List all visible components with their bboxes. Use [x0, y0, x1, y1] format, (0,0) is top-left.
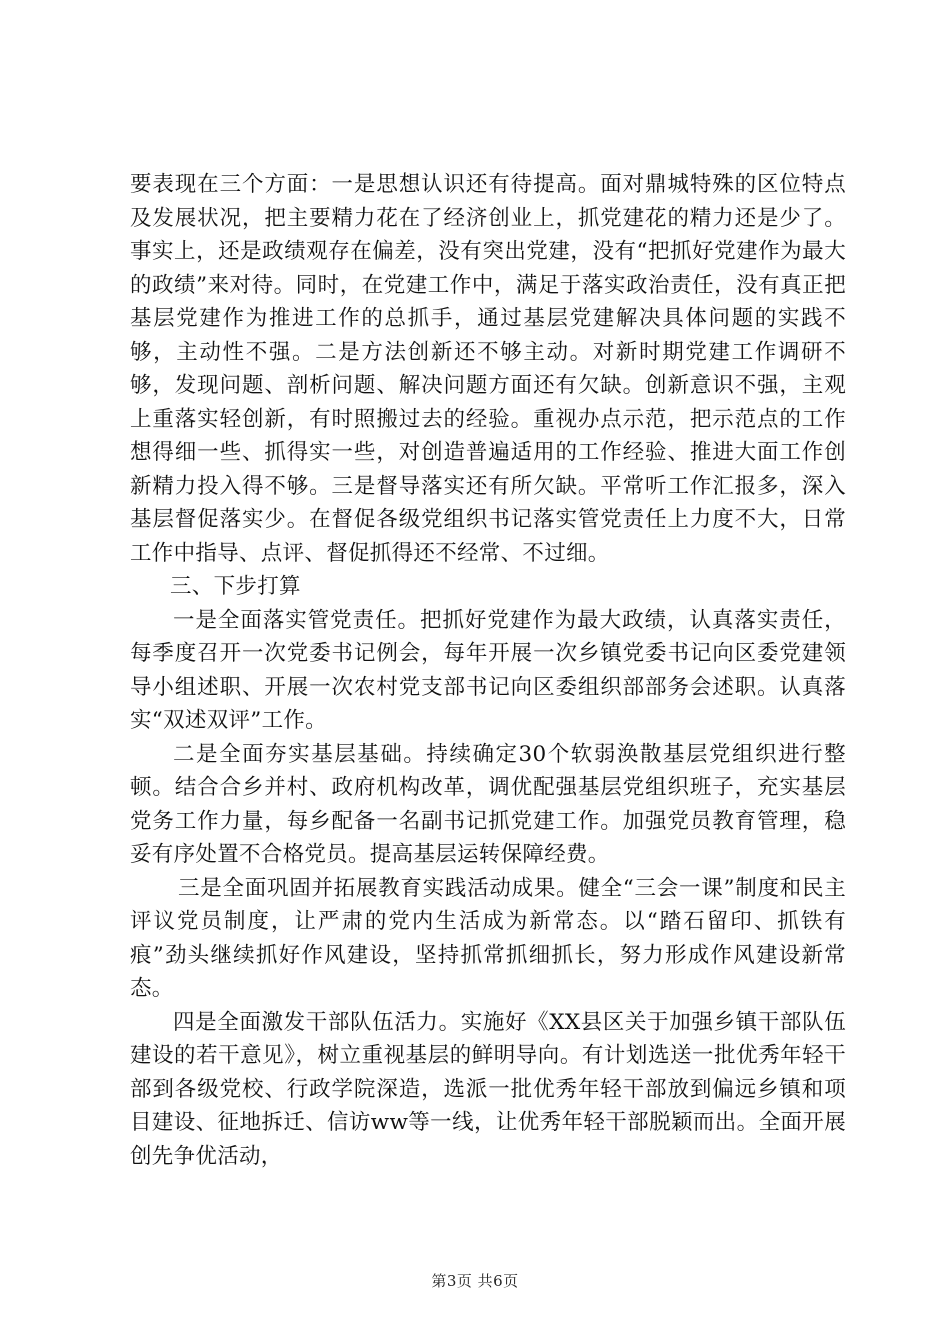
paragraph-plan-2: 二是全面夯实基层基础。持续确定30个软弱涣散基层党组织进行整顿。结合合乡并村、政府机构改革，调优配强基层党组织班子，充实基层党务工作力量，每乡配备一名副书记抓党建工作。加强党员教育管理，稳妥有序处置不合格党员。提高基层运转保障经费。	[130, 741, 846, 867]
page-number-footer: 第3页 共6页	[431, 1272, 519, 1290]
paragraph-continuation: 要表现在三个方面：一是思想认识还有待提高。面对鼎城特殊的区位特点及发展状况，把主要精力花在了经济创业上，抓党建花的精力还是少了。事实上，还是政绩观存在偏差，没有突出党建，没有“把抓好党建作为最大的政绩”来对待。同时，在党建工作中，满足于落实政治责任，没有真正把基层党建作为推进工作的总抓手，通过基层党建解决具体问题的实践不够，主动性不强。二是方法创新还不够主动。对新时期党建工作调研不够，发现问题、剖析问题、解决问题方面还有欠缺。创新意识不强，主观上重落实轻创新，有时照搬过去的经验。重视办点示范，把示范点的工作想得细一些、抓得实一些，对创造普遍适用的工作经验、推进大面工作创新精力投入得不够。三是督导落实还有所欠缺。平常听工作汇报多，深入基层督促落实少。在督促各级党组织书记落实管党责任上力度不大，日常工作中指导、点评、督促抓得还不经常、不过细。	[130, 172, 846, 566]
paragraph-plan-3: 三是全面巩固并拓展教育实践活动成果。健全“三会一课”制度和民主评议党员制度，让严肃的党内生活成为新常态。以“踏石留印、抓铁有痕”劲头继续抓好作风建设，坚持抓常抓细抓长，努力形成作风建设新常态。	[130, 875, 846, 1001]
document-body	[130, 168, 846, 1173]
paragraph-plan-4: 四是全面激发干部队伍活力。实施好《XX县区关于加强乡镇干部队伍建设的若干意见》，树立重视基层的鲜明导向。有计划选送一批优秀年轻干部到各级党校、行政学院深造，选派一批优秀年轻干部放到偏远乡镇和项目建设、征地拆迁、信访ww等一线，让优秀年轻干部脱颖而出。全面开展创先争优活动，	[130, 1009, 846, 1169]
section-heading: 三、下步打算	[170, 574, 301, 599]
paragraph-plan-1: 一是全面落实管党责任。把抓好党建作为最大政绩，认真落实责任，每季度召开一次党委书记例会，每年开展一次乡镇党委书记向区委党建领导小组述职、开展一次农村党支部书记向区委组织部部务会述职。认真落实“双述双评”工作。	[130, 607, 846, 733]
